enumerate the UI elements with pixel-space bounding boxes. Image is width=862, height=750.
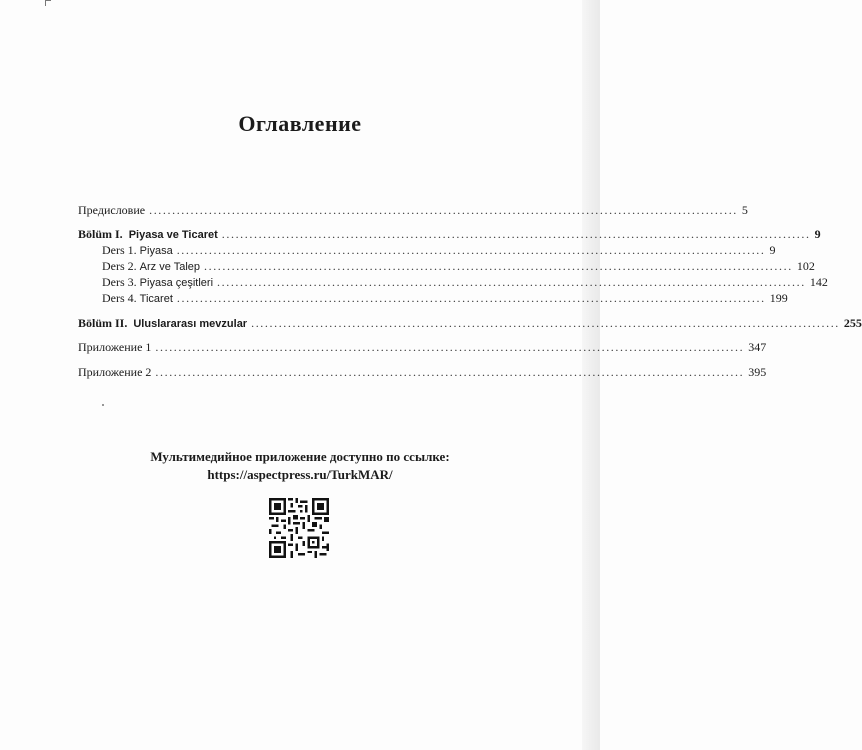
toc-leader: ................................................................................................................................: [204, 259, 793, 273]
toc-label: Приложение 1: [78, 340, 152, 354]
qr-code-icon[interactable]: [269, 498, 329, 558]
toc-page: 142: [809, 275, 828, 289]
toc-page: 5: [741, 203, 748, 217]
toc-leader: ................................................................................................................................: [149, 203, 738, 217]
corner-crop-mark: [45, 0, 51, 6]
toc-leader: ................................................................................................................................: [251, 316, 840, 330]
toc-label: Ders 2. Arz ve Talep: [102, 259, 200, 273]
toc-row-appendix-1: [78, 340, 767, 356]
toc-label: Ders 4. Ticaret: [102, 291, 173, 305]
toc-row-lesson-4: [102, 291, 788, 307]
multimedia-note: [0, 448, 600, 484]
toc-leader: ................................................................................................................................: [176, 291, 766, 305]
toc-row-part-1: [78, 227, 821, 243]
toc-leader: ................................................................................................................................: [217, 275, 806, 289]
toc-label: Приложение 2: [78, 365, 152, 379]
toc-page: 395: [748, 365, 767, 379]
toc-label: Bölüm I. Piyasa ve Ticaret: [78, 227, 218, 241]
toc-leader: ................................................................................................................................: [176, 243, 766, 257]
toc-row-lesson-1: [102, 243, 776, 259]
toc-leader: ................................................................................................................................: [155, 365, 745, 379]
toc-leader: ................................................................................................................................: [221, 227, 811, 241]
toc-row-lesson-3: [102, 275, 828, 291]
multimedia-note-text: Мультимедийное приложение доступно по ссылке:: [150, 449, 450, 464]
toc-page: 347: [748, 340, 767, 354]
toc-page: 255: [843, 316, 862, 330]
toc-page: 102: [796, 259, 815, 273]
toc-label: Ders 3. Piyasa çeşitleri: [102, 275, 214, 289]
toc-label: Bölüm II. Uluslararası mevzular: [78, 316, 248, 330]
multimedia-link[interactable]: https://aspectpress.ru/TurkMAR/: [207, 467, 393, 482]
scan-speck: [102, 404, 104, 406]
toc-row-part-2: [78, 316, 862, 332]
page-title: Оглавление: [238, 111, 362, 136]
toc-page: 9: [814, 227, 821, 241]
toc-page: 199: [769, 291, 788, 305]
toc-page: 9: [769, 243, 776, 257]
toc-row-appendix-2: [78, 365, 767, 381]
toc-leader: ................................................................................................................................: [155, 340, 745, 354]
toc-label: Ders 1. Piyasa: [102, 243, 173, 257]
toc-row-lesson-2: [102, 259, 815, 275]
toc-row-preface: [78, 203, 748, 219]
toc-label: Предисловие: [78, 203, 146, 217]
